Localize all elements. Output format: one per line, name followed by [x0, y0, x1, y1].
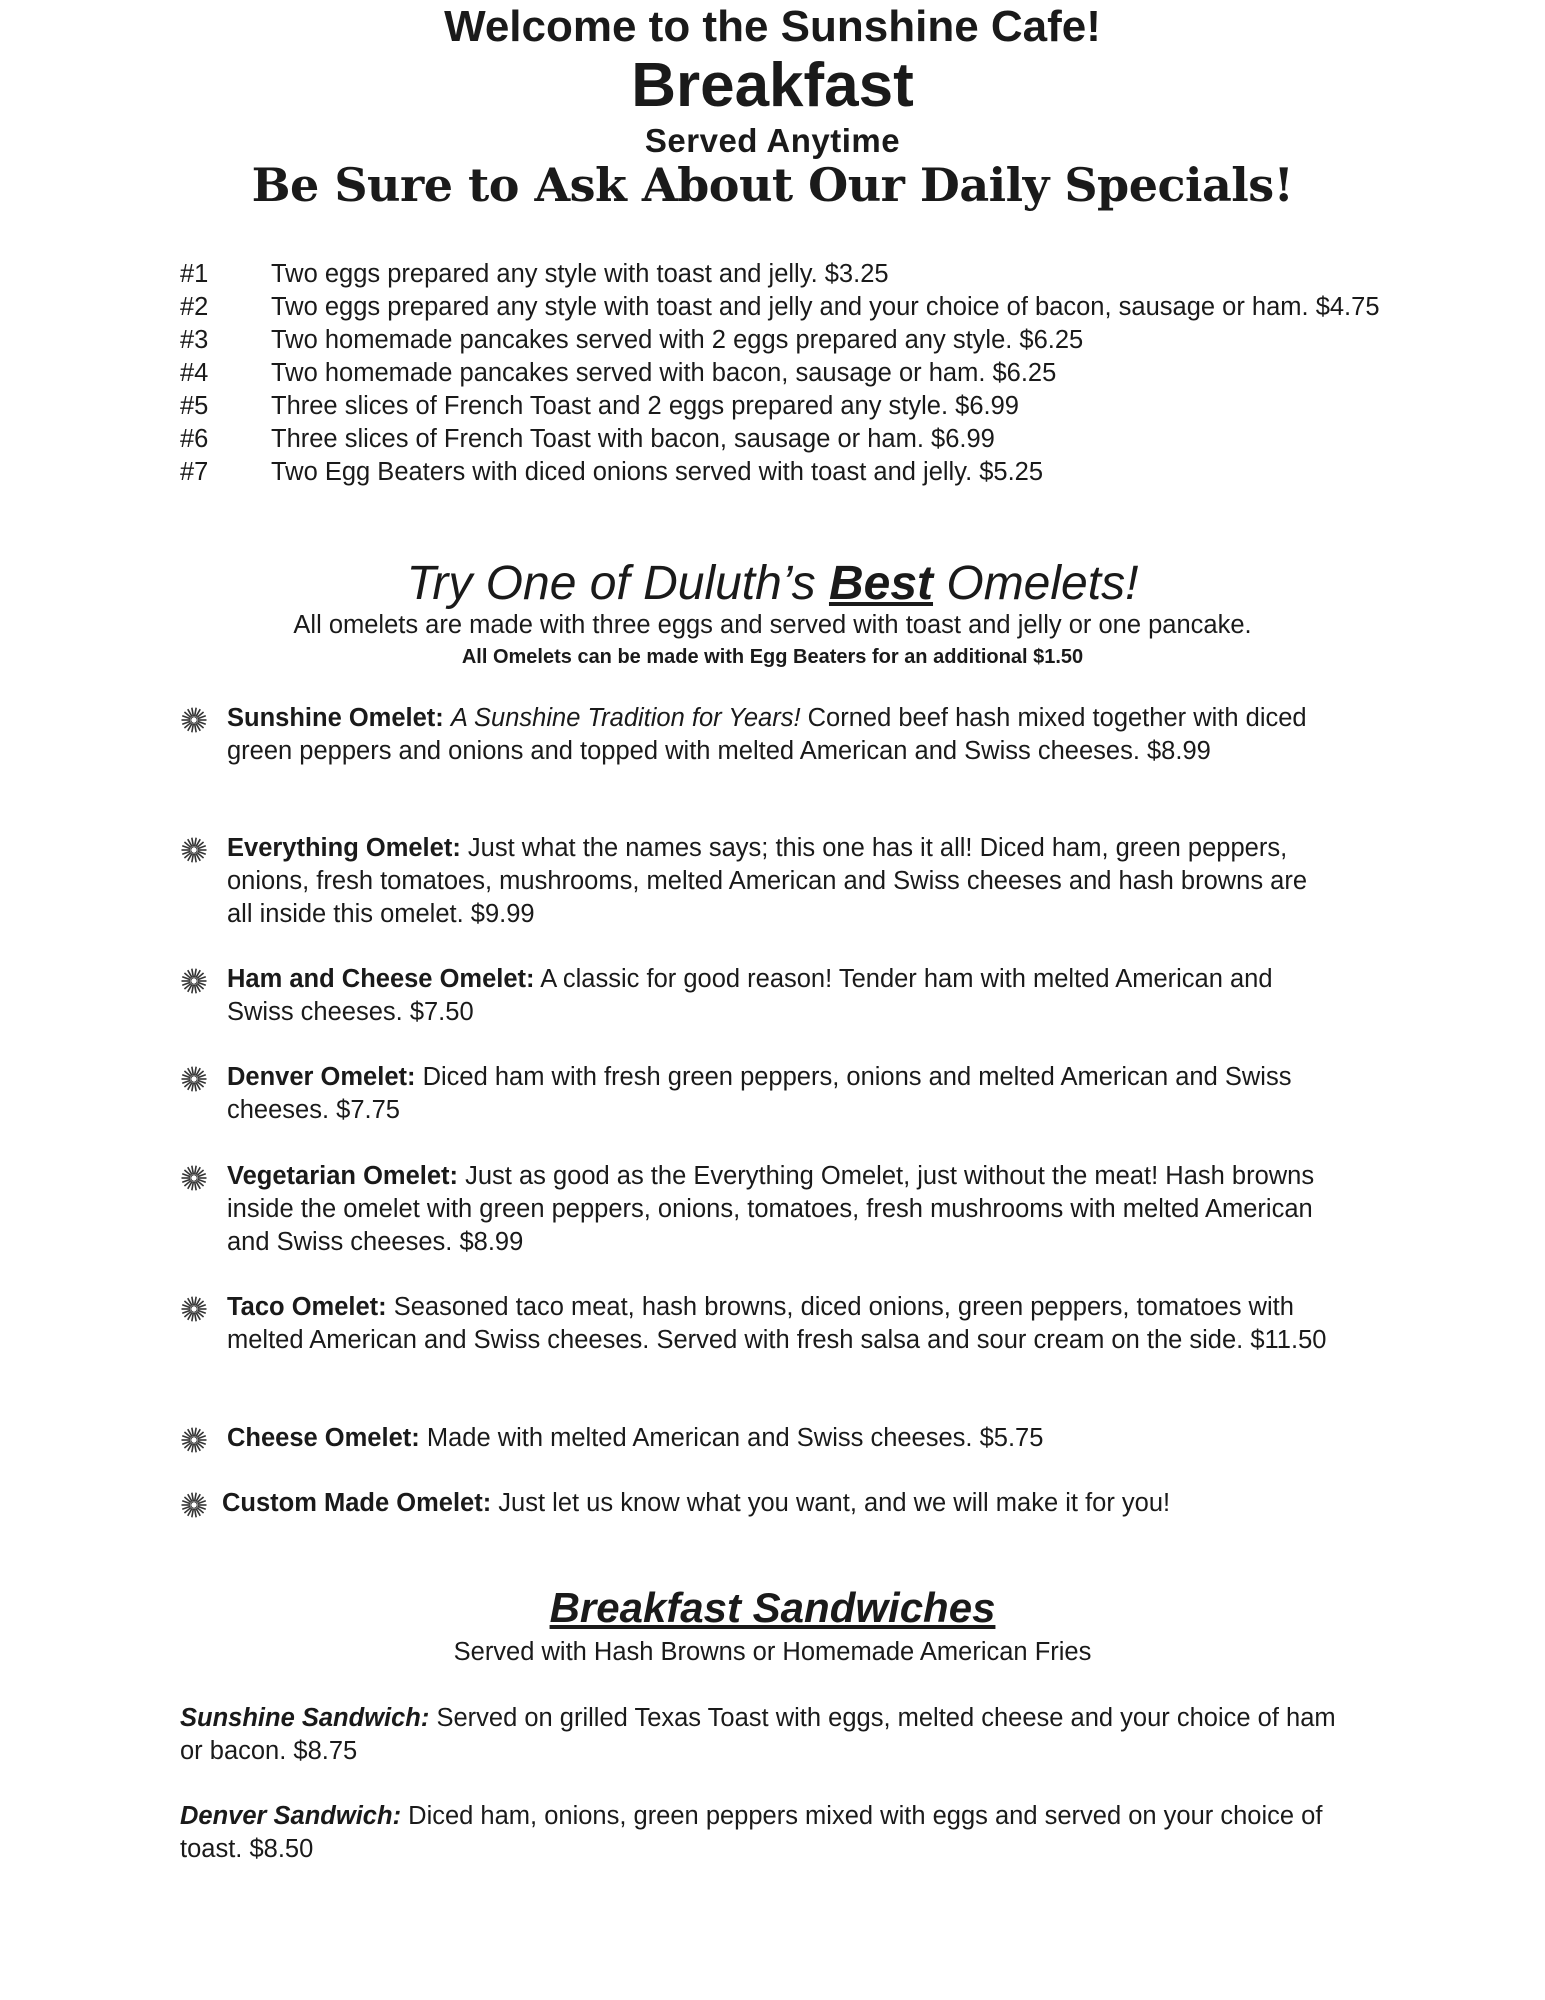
- omelets-heading-post: Omelets!: [933, 557, 1139, 610]
- omelets-heading: [0, 556, 1545, 611]
- item-description: Two homemade pancakes served with bacon, sausage or ham. $6.25: [271, 359, 1057, 387]
- sunburst-ray: [192, 969, 193, 977]
- item-number: #5: [180, 392, 209, 420]
- item-description: Three slices of French Toast and 2 eggs prepared any style. $6.99: [271, 392, 1019, 420]
- omelet-details: Seasoned taco meat, hash browns, diced onions, green peppers, tomatoes with melted American and Swiss cheeses. Served with fresh salsa and sour cream on the side. $11.50: [227, 1293, 1327, 1354]
- sunburst-ray: [192, 985, 193, 993]
- omelets-heading-emphasis: Best: [828, 557, 934, 610]
- sunburst-center: [191, 1175, 197, 1181]
- sunburst-ray: [195, 985, 196, 993]
- sunburst-ray: [192, 1182, 193, 1190]
- omelet-description: [227, 1061, 1330, 1127]
- sunburst-ray: [195, 1444, 196, 1452]
- omelet-denver: [180, 1061, 1330, 1127]
- sunburst-ray: [195, 1067, 196, 1075]
- sunburst-icon: [180, 1291, 227, 1357]
- omelet-description: [227, 1160, 1330, 1259]
- daily-specials-heading: Be Sure to Ask About Our Daily Specials!: [251, 158, 1294, 212]
- item-number: #6: [180, 425, 209, 453]
- sunburst-ray: [195, 708, 196, 716]
- breakfast-item-4: [180, 357, 1380, 390]
- sunburst-ray: [192, 1313, 193, 1321]
- omelet-taco: [180, 1291, 1330, 1357]
- sunburst-icon: [180, 1061, 227, 1127]
- sunburst-ray: [195, 1182, 196, 1190]
- omelet-details: Diced ham with fresh green peppers, onions and melted American and Swiss cheeses. $7.75: [227, 1063, 1292, 1124]
- item-number: #2: [180, 293, 209, 321]
- omelet-details: Just as good as the Everything Omelet, just without the meat! Hash browns inside the omelet with green peppers, onions, tomatoes, fresh mushrooms with melted American and Swiss cheeses. $8.99: [227, 1162, 1315, 1256]
- sunburst-ray: [192, 1166, 193, 1174]
- omelet-name: Ham and Cheese Omelet:: [227, 965, 535, 993]
- omelet-cheese: [180, 1422, 1330, 1455]
- egg-beaters-note: All Omelets can be made with Egg Beaters for an additional $1.50: [461, 646, 1084, 668]
- sunburst-ray: [192, 1493, 193, 1501]
- sunburst-ray: [192, 1509, 193, 1517]
- item-description: Two Egg Beaters with diced onions served with toast and jelly. $5.25: [271, 458, 1044, 486]
- omelet-tagline: A Sunshine Tradition for Years!: [450, 704, 801, 732]
- sunburst-ray: [192, 708, 193, 716]
- breakfast-item-1: [180, 258, 1380, 291]
- omelets-heading-pre: Try One of Duluth’s: [406, 557, 829, 610]
- omelet-custom: [180, 1487, 1330, 1520]
- omelet-description: [227, 1422, 1330, 1455]
- omelet-name: Cheese Omelet:: [227, 1424, 420, 1452]
- item-number: #7: [180, 458, 209, 486]
- item-number: #3: [180, 326, 209, 354]
- sunburst-ray: [192, 1067, 193, 1075]
- omelet-details: Just what the names says; this one has it all! Diced ham, green peppers, onions, fresh tomatoes, mushrooms, melted American and Swiss cheeses and hash browns are all inside this omelet. $9.99: [227, 834, 1308, 928]
- sandwiches-heading: Breakfast Sandwiches: [549, 1584, 996, 1631]
- sunburst-center: [191, 847, 197, 853]
- item-number: #1: [180, 260, 209, 288]
- sunburst-center: [191, 1076, 197, 1082]
- sunburst-center: [191, 978, 197, 984]
- welcome-heading: Welcome to the Sunshine Cafe!: [444, 2, 1101, 51]
- sunburst-icon: [180, 963, 227, 1029]
- sunburst-ray: [192, 1428, 193, 1436]
- sunburst-ray: [192, 1083, 193, 1091]
- omelets-subtitle: All omelets are made with three eggs and served with toast and jelly or one pancake.: [293, 611, 1252, 639]
- sunburst-icon: [180, 1422, 227, 1455]
- sunburst-ray: [195, 1313, 196, 1321]
- omelet-name: Denver Omelet:: [227, 1063, 416, 1091]
- omelet-details: Made with melted American and Swiss cheeses. $5.75: [419, 1424, 1044, 1452]
- item-description: Two eggs prepared any style with toast and jelly. $3.25: [271, 260, 889, 288]
- omelet-description: [227, 832, 1330, 931]
- sunburst-icon: [180, 1487, 222, 1520]
- item-description: Three slices of French Toast with bacon, sausage or ham. $6.99: [271, 425, 995, 453]
- sunburst-ray: [195, 854, 196, 862]
- omelet-vegetarian: [180, 1160, 1330, 1259]
- sandwich-details: Served on grilled Texas Toast with eggs, melted cheese and your choice of ham or bacon. $8.75: [180, 1704, 1336, 1765]
- sunburst-icon: [180, 702, 227, 768]
- sunburst-ray: [192, 838, 193, 846]
- omelet-name: Sunshine Omelet:: [227, 704, 444, 732]
- omelet-description: [222, 1487, 1330, 1520]
- sandwiches-subtitle: Served with Hash Browns or Homemade American Fries: [453, 1638, 1092, 1666]
- sandwich-details: Diced ham, onions, green peppers mixed with eggs and served on your choice of toast. $8.50: [180, 1802, 1323, 1863]
- sunburst-ray: [195, 1428, 196, 1436]
- sandwich-denver: [180, 1800, 1360, 1866]
- omelet-everything: [180, 832, 1330, 931]
- sunburst-ray: [195, 1166, 196, 1174]
- sunburst-ray: [195, 838, 196, 846]
- breakfast-item-5: [180, 390, 1380, 423]
- sunburst-ray: [192, 1444, 193, 1452]
- omelet-name: Everything Omelet:: [227, 834, 461, 862]
- sunburst-center: [191, 1437, 197, 1443]
- sunburst-ray: [195, 724, 196, 732]
- sandwich-name: Sunshine Sandwich:: [180, 1704, 430, 1732]
- omelet-ham-and-cheese: [180, 963, 1330, 1029]
- omelet-description: [227, 702, 1330, 768]
- sunburst-center: [191, 1502, 197, 1508]
- item-number: #4: [180, 359, 209, 387]
- sunburst-ray: [195, 1509, 196, 1517]
- sunburst-ray: [195, 1297, 196, 1305]
- breakfast-numbered-list: [180, 258, 1380, 489]
- omelet-details: Corned beef hash mixed together with diced green peppers and onions and topped with melted American and Swiss cheeses. $8.99: [227, 704, 1307, 765]
- omelet-name: Custom Made Omelet:: [222, 1489, 492, 1517]
- sunburst-ray: [192, 724, 193, 732]
- breakfast-item-3: [180, 324, 1380, 357]
- omelet-description: [227, 963, 1330, 1029]
- omelet-name: Taco Omelet:: [227, 1293, 387, 1321]
- sunburst-center: [191, 717, 197, 723]
- item-description: Two eggs prepared any style with toast and jelly and your choice of bacon, sausage or ham. $4.75: [271, 293, 1380, 321]
- omelet-description: [227, 1291, 1330, 1357]
- sandwich-sunshine: [180, 1702, 1360, 1768]
- omelet-name: Vegetarian Omelet:: [227, 1162, 459, 1190]
- item-description: Two homemade pancakes served with 2 eggs prepared any style. $6.25: [271, 326, 1084, 354]
- served-anytime-subtitle: Served Anytime: [644, 122, 901, 159]
- sunburst-ray: [195, 969, 196, 977]
- omelet-sunshine: [180, 702, 1330, 768]
- sunburst-ray: [192, 1297, 193, 1305]
- omelet-details: A classic for good reason! Tender ham with melted American and Swiss cheeses. $7.50: [227, 965, 1273, 1026]
- sunburst-icon: [180, 832, 227, 931]
- sunburst-ray: [195, 1493, 196, 1501]
- sunburst-center: [191, 1306, 197, 1312]
- omelet-details: Just let us know what you want, and we will make it for you!: [491, 1489, 1171, 1517]
- sunburst-ray: [192, 854, 193, 862]
- page-title: Breakfast: [631, 51, 914, 120]
- breakfast-item-6: [180, 423, 1380, 456]
- sunburst-ray: [195, 1083, 196, 1091]
- breakfast-item-2: [180, 291, 1380, 324]
- sandwich-name: Denver Sandwich:: [180, 1802, 402, 1830]
- sunburst-icon: [180, 1160, 227, 1259]
- breakfast-item-7: [180, 456, 1380, 489]
